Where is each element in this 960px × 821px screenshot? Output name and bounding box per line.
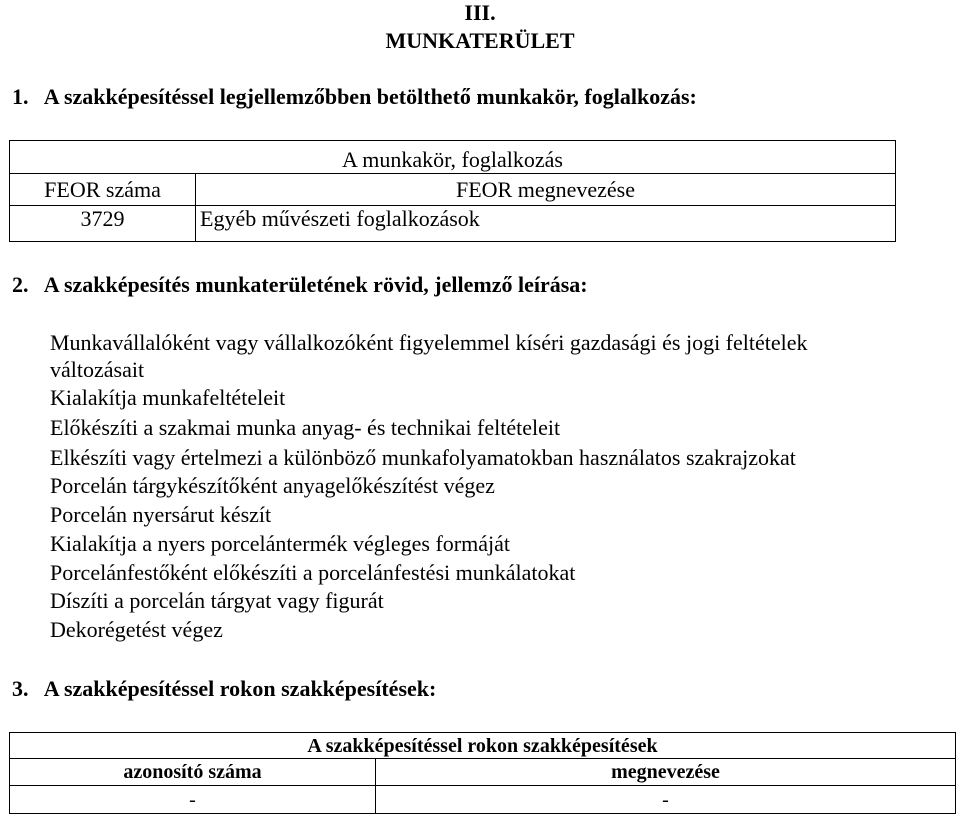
roman-numeral: III. (464, 0, 496, 25)
page-title: MUNKATERÜLET (385, 28, 575, 53)
section-3-heading: 3. A szakképesítéssel rokon szakképesítések: (12, 676, 437, 701)
feor-code-header: FEOR száma (10, 174, 196, 206)
table-row (10, 206, 896, 242)
description-line: Porcelán tárgykészítőként anyagelőkészítést végez (50, 473, 495, 498)
description-line: Kialakítja a nyers porcelántermék végleges formáját (50, 531, 510, 556)
description-line: Porcelánfestőként előkészíti a porcelánfestési munkálatokat (50, 560, 576, 585)
description-line: Kialakítja munkafeltételeit (50, 385, 286, 410)
feor-code-cell: 3729 (10, 206, 196, 242)
related-name-header: megnevezése (376, 759, 956, 786)
section-1-heading: 1. A szakképesítéssel legjellemzőbben betölthető munkakör, foglalkozás: (12, 84, 697, 109)
related-id-cell: - (10, 786, 376, 814)
description-line: Dekorégetést végez (50, 617, 223, 642)
description-line: Előkészíti a szakmai munka anyag- és technikai feltételeit (50, 415, 561, 440)
description-line: Porcelán nyersárut készít (50, 502, 272, 527)
feor-name-header: FEOR megnevezése (196, 174, 896, 206)
related-name-cell: - (376, 786, 956, 814)
feor-name-cell: Egyéb művészeti foglalkozások (196, 206, 896, 242)
related-id-header: azonosító száma (10, 759, 376, 786)
table-row (10, 786, 956, 814)
feor-table-title: A munkakör, foglalkozás (10, 141, 896, 174)
description-line: Munkavállalóként vagy vállalkozóként figyelemmel kíséri gazdasági és jogi feltételek (50, 330, 808, 355)
description-line: változásait (50, 357, 145, 382)
description-line: Elkészíti vagy értelmezi a különböző munkafolyamatokban használatos szakrajzokat (50, 445, 796, 470)
feor-table (9, 140, 896, 242)
description-line: Díszíti a porcelán tárgyat vagy figurát (50, 588, 384, 613)
related-qualifications-table (9, 732, 956, 814)
section-2-heading: 2. A szakképesítés munkaterületének rövid, jellemző leírása: (12, 272, 588, 297)
related-table-title: A szakképesítéssel rokon szakképesítések (10, 733, 956, 759)
